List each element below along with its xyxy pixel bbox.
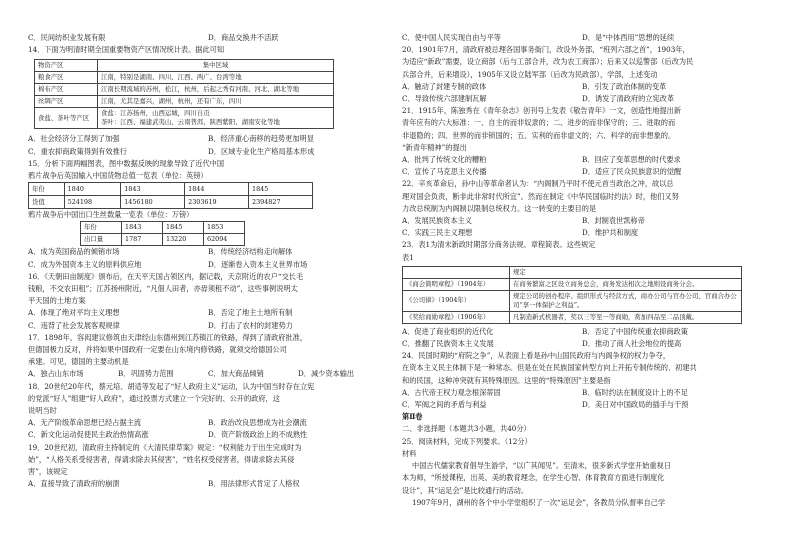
q24-stem-line: 和的民国，这种冲突就有其特殊原因。这里的“特殊原因”主要是指: [402, 375, 611, 385]
table-cell: 货值: [29, 196, 65, 209]
q16-option-a: A．体现了绝对平均主义理想: [28, 308, 120, 318]
table-cell: 1844: [185, 183, 249, 196]
q19-stem-line: 始”，“人格关系受侵害者，得请求除去其侵害”，“姓名权受侵害者，得请求除去其侵: [28, 454, 295, 464]
q15-table1: [28, 182, 313, 209]
q14-option-c: C．重农抑商政策得到有效推行: [28, 146, 127, 156]
table-row: [403, 266, 742, 278]
q14-options-ab: [28, 133, 388, 145]
q14-table: [34, 59, 334, 129]
table-row: [35, 108, 334, 129]
table-cell: 年份: [81, 222, 122, 234]
table-cell: 1843: [122, 222, 163, 234]
q16-stem-line: 平天国的土地方案: [28, 296, 86, 306]
table-cell: 在商务繁富之区设立商务总会，商务发达相次之地则设商务分会。: [510, 278, 742, 290]
q13-option-c: C．民间纺织业发展有限: [28, 33, 106, 42]
q15-options-cd: [28, 259, 388, 271]
table-cell: 凡制造新式机器者，奖以三等至一等商勋，赏加四品至二品顶戴。: [510, 311, 742, 323]
table-cell: 1840: [64, 183, 121, 196]
q20-option-b: B．引发了政治体制的变革: [582, 81, 667, 91]
q23-table-caption: 表1: [402, 252, 414, 262]
q25-material-line: 中国古代儒家教育倡导生游学，“以广其闻见”。至清末，很多新式学堂开始重视日: [412, 461, 671, 471]
q22-option-b: B．封制袁世凯称帝: [582, 216, 645, 226]
table-row: [29, 183, 313, 196]
q15-option-b: B．传统经济结构走向解体: [208, 247, 293, 257]
q17-stem-line: 承建。可见，德国的主要动机是: [28, 357, 129, 367]
q17-option-c: C．加大商品倾销: [208, 369, 264, 379]
q15-stem: 15．分析下面两幅图表，图中数据反映的现象导致了近代中国: [28, 158, 225, 168]
q14-options-cd: [28, 146, 388, 158]
q24-stem-line: 在资本主义民主体制下是一种常态。但是在处在民族国家转型方向上开拓专制传统的、初建共: [402, 363, 697, 373]
q23-options-ab: [402, 326, 762, 338]
q21-option-a: A．批判了传统文化的糟粕: [402, 155, 487, 165]
part-two-title: 第Ⅱ卷: [402, 412, 423, 422]
table-cell: 1853: [204, 222, 245, 234]
q17-option-d: D．减少资本输出: [298, 369, 355, 379]
q23-option-a: A．促进了商业组织的近代化: [402, 326, 494, 336]
table-cell: 《商会简明章程》（1904年）: [403, 278, 510, 290]
q21-stem-line: 21．1915年，陈独秀在《青年杂志》创刊号上发表《敬告青年》一文，创造性地提出新: [402, 106, 682, 116]
q18-option-d: D．资产阶级政治上的不成熟性: [208, 430, 308, 440]
q15-table2-caption: 鸦片战争后中国出口生丝数量一览表（单位：万镑）: [28, 210, 194, 220]
q25-material-line: 本为师，“所授课程，出英、美的教育理念，在学生心智、体育教育方面进行制度化: [402, 473, 665, 483]
q13-option-d: D．商品交换井不活跃: [208, 33, 279, 42]
q14-option-a: A．社会经济分工得到了加强: [28, 134, 120, 144]
q17-option-b: B．巩固势力范围: [118, 369, 174, 379]
q16-stem-line: 钱粮，不交农田租”；江苏扬州附近，“凡佃人田者，亦毋须租不动”，这些事例说明太: [28, 284, 298, 294]
q16-options-cd: [28, 320, 388, 332]
q18-stem-line: 18．20世纪20年代，蔡元培、胡适等发起了“好人政府主义”运动，认为中国当时存在立宪: [28, 381, 315, 391]
table-cell: 棉布产区: [35, 84, 98, 96]
q21-option-d: D．适应了民众民族意识的觉醒: [582, 167, 682, 177]
q22-option-a: A．发展民族资本主义: [402, 216, 472, 226]
q16-option-d: D．打击了农村的封建势力: [208, 320, 293, 330]
q17-options: [28, 368, 388, 380]
q22-option-c: C．实践三民主义理想: [402, 228, 473, 238]
q24-option-c: C．军阀之间的矛盾与利益: [402, 400, 487, 410]
q22-stem-line: 22．辛亥革命后，孙中山等革命者认为：“内阁制乃平时不使元首当政治之冲，故以总: [402, 179, 674, 189]
table-cell: 出口量: [81, 234, 122, 246]
q24-options-cd: [402, 399, 762, 411]
q21-options-ab: [402, 154, 762, 166]
q19-stem-line: 害”，该规定: [28, 467, 68, 477]
q14-option-d: D．区域专业化生产格局基本形成: [208, 146, 315, 156]
q21-option-c: C．宣传了马克思主义传播: [402, 167, 487, 177]
q15-option-a: A．成为英国商品的倾销市场: [28, 247, 120, 257]
q20-options-ab: [402, 81, 762, 93]
left-column: [28, 32, 388, 490]
q18-options-ab: [28, 417, 388, 429]
q16-options-ab: [28, 307, 388, 319]
table-cell: 江南，尤其是嘉兴，湖州，杭州，还有广东，四川: [98, 96, 334, 108]
q24-option-b: B．临时约法在制度设计上的不足: [582, 387, 688, 397]
table-cell: 62094: [204, 234, 245, 246]
q20-stem-line: 20．1901年7月，清政府被总理各国事务衙门，改设外务部，“班列六部之首”，1903年，: [402, 45, 690, 55]
q25-material-line: 1907年9月，湖州的各个中小学堂组织了一次“运足会”，各教员分队督率自己学: [412, 497, 666, 507]
table-cell: 524198: [64, 196, 121, 209]
q21-stem-line: 非退隐的；四、世界的而非锁国的；五、实利的而非虚文的；六、科学的而非想象的。: [402, 130, 676, 140]
table-header-cell: 规定: [510, 266, 742, 278]
table-row: [35, 72, 334, 84]
table-cell: 《奖给商勋章程》（1906年）: [403, 311, 510, 323]
table-cell: 年份: [29, 183, 65, 196]
q21-option-b: B．回应了变革思想的时代要求: [582, 155, 681, 165]
q22-options-cd: [402, 227, 762, 239]
q25-material-line: 设计”，其“运足会”是比较通行的活动。: [402, 485, 529, 495]
table-cell: 粮食产区: [35, 72, 98, 84]
q20-stem-line: 兵部合并，后来增设），1905年又设立陆军部（后改为民政部），学部，上述变动: [402, 69, 658, 79]
table-row: [35, 96, 334, 108]
q23-option-b: B．否定了中国传统重农抑商政策: [582, 326, 688, 336]
right-column: [402, 32, 762, 509]
q19-stem-line: 19．20世纪初，清政府主持制定的《大清民律草案》规定：“权利能力于出生完成时为: [28, 442, 302, 452]
part-two-heading: 二、非选择题（本题共3小题，共40分）: [402, 424, 531, 434]
q18-options-cd: [28, 429, 388, 441]
q16-stem-line: 16．《天朝田亩制度》颁布后，在天平天国占领区内，据记载，天京附近的农户“交长毛: [28, 271, 304, 281]
q17-stem-line: 但德国极力反对，并将如果中国政府一定要在山东境内修铁路，就须交给德国公司: [28, 345, 287, 355]
q19-option-c: C．使中国人民实现自由与平等: [402, 33, 501, 42]
table-cell: 江南长期流域的苏州，松江，杭州，后起之秀有河南、河北、湖北等地: [98, 84, 334, 96]
q19-options-ab: [28, 478, 388, 490]
table-cell: 2394827: [249, 196, 313, 209]
table-cell: 1456180: [121, 196, 185, 209]
q18-stem-line: 的党派“好人”组建“好人政府”，通过投票方式建立一个完好的、公开的政府，这: [28, 393, 280, 403]
table-cell: 食盐、茶叶等产区: [35, 108, 98, 129]
table-cell: 丝绸产区: [35, 96, 98, 108]
q19-option-d: D．是“中体西用”思想的延续: [582, 33, 675, 42]
table-cell: 13220: [163, 234, 204, 246]
table-row: [35, 84, 334, 96]
q15-option-c: C．成为外国资本主义的原料供应地: [28, 259, 142, 269]
q13-options-cd: [28, 32, 388, 44]
q23-option-d: D．推动了商人社会地位的提高: [582, 339, 682, 349]
q14-stem: 14．下面为明清时期全国重要物资产区情况统计表。据此可知: [28, 45, 225, 55]
q24-option-a: A．古代帝王权力观念根深蒂固: [402, 387, 501, 397]
table-row: [403, 311, 742, 323]
q23-stem: 23．表1为清末新政时期部分商务法规、章程简表。这些规定: [402, 240, 596, 250]
q25-material-label: 材料: [402, 448, 417, 458]
table-header-cell: 集中区域: [98, 60, 334, 72]
q24-option-d: D．美日对中国政局的插手与干预: [582, 400, 689, 410]
q19-option-b: B．用法律形式肯定了人格权: [208, 479, 300, 489]
q22-stem-line: 理对国会负责，断非此非常时代所宜”。然而在制定《中华民国临时约法》时，他们又努: [402, 191, 679, 201]
table-cell: 规定公司的创办程序、组织形式与经营方式，商办公司与官办公司、官商合办公司“享一体保护之利益”。: [510, 290, 742, 311]
q15-options-ab: [28, 246, 388, 258]
q20-option-d: D．诱发了清政府的立宪改革: [582, 94, 675, 104]
q24-options-ab: [402, 387, 762, 399]
q16-option-c: C．违背了社会发展客观规律: [28, 320, 120, 330]
table-row: [29, 196, 313, 209]
table-cell: 1845: [163, 222, 204, 234]
q20-option-c: C．导致传统六部建制瓦解: [402, 94, 487, 104]
q19-options-cd: [402, 32, 762, 44]
q22-options-ab: [402, 215, 762, 227]
q16-option-b: B．否定了地主土地所有制: [208, 308, 293, 318]
q20-stem-line: 为适应“新政”需要，设立商部（后与工部合并，改为农工商部）；后来又以巡警部（后改为民: [402, 57, 694, 67]
q20-options-cd: [402, 93, 762, 105]
q21-stem-line: “新青年精神”的提出: [402, 142, 467, 152]
table-cell: 江南，特别是湖南、四川、江西、两广、台湾等地: [98, 72, 334, 84]
q18-option-c: C．新文化运动促使民主政治热情高涨: [28, 430, 149, 440]
q18-option-b: B．政治改良思想成为社会潮流: [208, 418, 307, 428]
q21-options-cd: [402, 166, 762, 178]
q21-stem-line: 青年应有的六大标准：一、自主的而非奴隶的；二、进步的而非保守的；三、进取的而: [402, 118, 676, 128]
q23-table: [402, 266, 742, 324]
q23-option-c: C．推翻了民族资本主义发展: [402, 339, 494, 349]
table-row: [81, 234, 245, 246]
q22-stem-line: 力改总统制为内阁制以限制总统权力。这一转变的主要目的是: [402, 203, 597, 213]
q24-stem-line: 24．民国时期的“府院之争”，从表面上看是孙中山国民政府与内阁争权的权力争夺，: [402, 351, 671, 361]
table-row: [81, 222, 245, 234]
q15-table1-caption: 鸦片战争后英国输入中国货物总值一览表（单位：英镑）: [28, 171, 208, 181]
q15-table2: [80, 221, 245, 246]
q22-option-d: D．维护共和制度: [582, 228, 639, 238]
table-cell: 《公司律》（1904年）: [403, 290, 510, 311]
q15-option-d: D．逐渐卷入资本主义世界市场: [208, 259, 308, 269]
q14-option-b: B．经济重心南移的趋势更加明显: [208, 134, 314, 144]
table-row: [403, 278, 742, 290]
q25-stem: 25．阅读材料，完成下列要求。（12分）: [402, 436, 532, 446]
table-cell: 1843: [121, 183, 185, 196]
q23-options-cd: [402, 338, 762, 350]
q17-option-a: A．独占山东市场: [28, 369, 84, 379]
table-cell: 1845: [249, 183, 313, 196]
table-row: [403, 290, 742, 311]
q18-option-a: A．无产阶级革命思想已经占据主流: [28, 418, 142, 428]
table-header-cell: [403, 266, 510, 278]
table-header-cell: 物资产区: [35, 60, 98, 72]
q19-option-a: A．直接导致了清政府的崩溃: [28, 479, 120, 489]
table-cell: 食盐：江苏扬州，山西运城，四川自贡 茶叶：江西、福建武夷山、云南普洱、陕西紫阳、湖南安化等地: [98, 108, 334, 129]
table-row: [35, 60, 334, 72]
q18-stem-line: 说明当时: [28, 406, 57, 416]
q20-option-a: A．触动了封建专制的政体: [402, 81, 487, 91]
table-cell: 1787: [122, 234, 163, 246]
table-cell: 2303619: [185, 196, 249, 209]
q17-stem-line: 17．1898年，容闳建议修筑由天津经山东德州到江苏镇江的铁路，得到了清政府批准，: [28, 332, 308, 342]
